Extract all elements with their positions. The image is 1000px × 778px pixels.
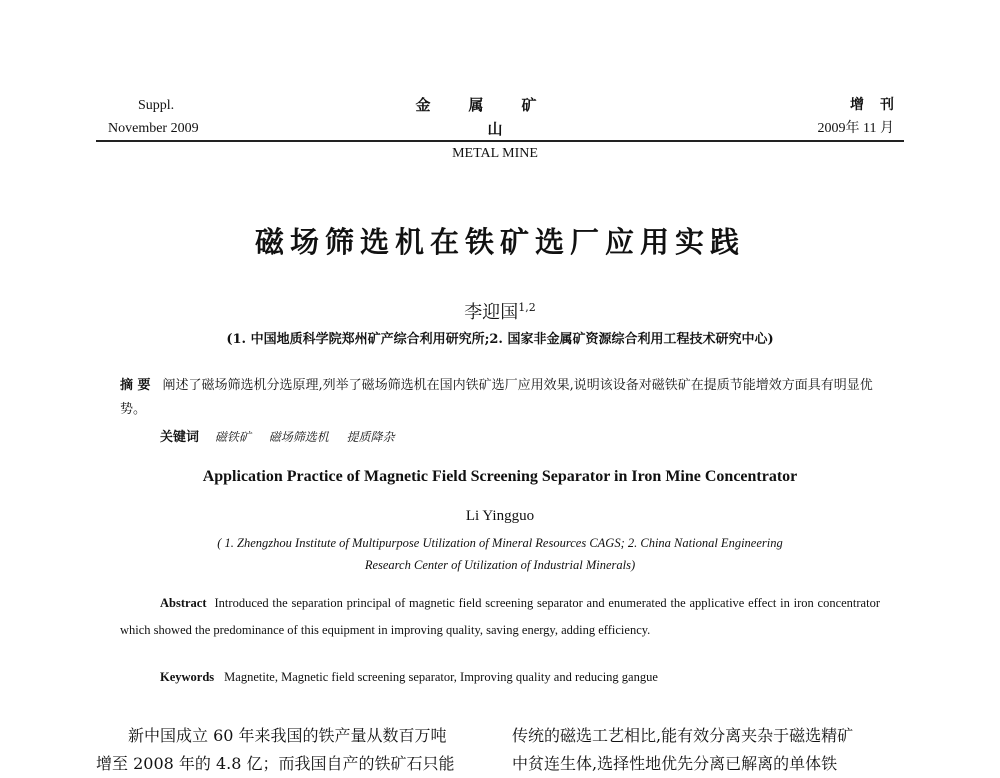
abstract-cn [120,374,880,422]
body-column-right [512,722,904,778]
supplement-label: Suppl. [138,98,175,113]
keywords-cn [160,426,860,445]
body-text-line: 中贫连生体,选择性地优先分离已解离的单体铁 [512,754,838,773]
keyword-cn: 磁铁矿 [214,430,251,444]
paper-title: 磁场筛选机在铁矿选厂应用实践 [254,225,745,259]
abstract-cn-text: 阐述了磁场筛选机分选原理,列举了磁场筛选机在国内铁矿选厂应用效果,说明该设备对磁铁矿在提质节能增效方面具有明显优势。 [120,378,873,417]
journal-title-cn: 金属矿山 [415,96,575,138]
author-affiliation-marks: 1,2 [518,301,536,314]
author-affiliation: (1. 中国地质科学院郑州矿产综合利用研究所;2. 国家非金属矿资源综合利用工程技术研究中心) [226,332,774,347]
body-text-line: 传统的磁选工艺相比,能有效分离夹杂于磁选精矿 [512,726,854,745]
keywords-en-label: Keywords [160,670,215,684]
keyword-cn: 提质降杂 [346,430,395,444]
abstract-cn-label: 摘 要 [120,378,151,393]
paper-title-en: Application Practice of Magnetic Field Screening Separator in Iron Mine Concentrator [202,468,798,485]
keyword-cn: 磁场筛选机 [268,430,329,444]
author-name: 李迎国 [464,302,519,323]
abstract-en-label: Abstract [160,596,207,610]
keywords-en-text: Magnetite, Magnetic field screening separator, Improving quality and reducing gangue [224,670,658,684]
body-column-left [96,722,488,778]
author-line [300,298,700,324]
author-affiliation-en [150,532,850,576]
abstract-en-text: Introduced the separation principal of magnetic field screening separator and enumerated the applicative effect in iron concentrator which showed the predominance of this equipment in improving quality, saving energy, adding efficiency. [120,596,880,637]
journal-issue-cn [817,94,910,140]
issue-date-en: November 2009 [108,121,199,136]
body-text-line: 新中国成立 60 年来我国的铁产量从数百万吨 [128,726,447,745]
journal-title-block [390,94,600,165]
body-text-line: 增至 2008 年的 4.8 亿；而我国自产的铁矿石只能 [96,754,455,773]
journal-title-en: METAL MINE [452,146,538,161]
header-rule [96,140,904,142]
supplement-label-cn: 增刊 [850,97,910,113]
author-name-en: Li Yingguo [465,508,535,524]
affiliation-en-line: ( 1. Zhengzhou Institute of Multipurpose Utilization of Mineral Resources CAGS; 2. China National Engineering [217,536,783,550]
keywords-en [160,670,880,685]
journal-supplement-info [108,94,199,140]
abstract-en [120,590,880,644]
affiliation-en-line: Research Center of Utilization of Industrial Minerals) [364,558,636,572]
issue-date-cn: 2009年 11 月 [817,121,894,136]
keywords-cn-label: 关键词 [160,430,200,445]
